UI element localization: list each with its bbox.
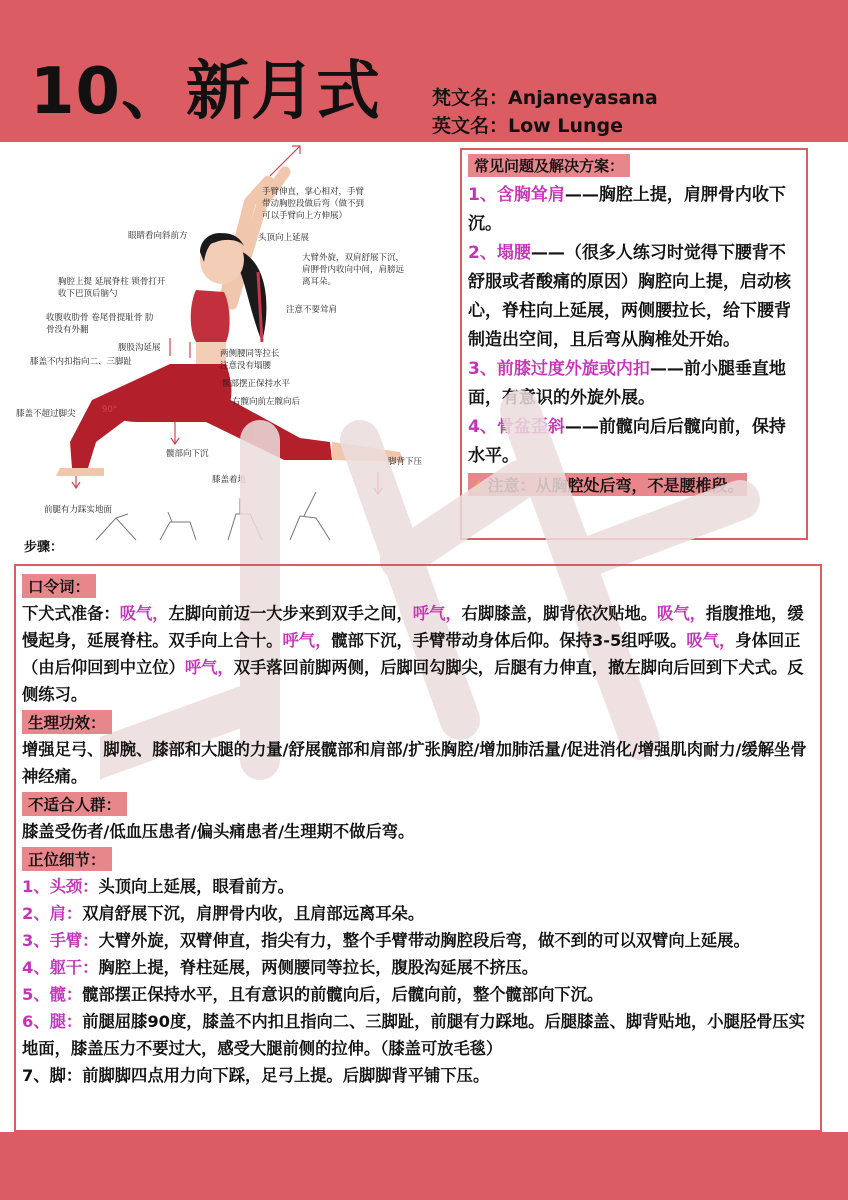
label-knee-over: 膝盖不超过脚尖 bbox=[16, 409, 76, 419]
alignment-key: 1、头颈： bbox=[22, 877, 99, 896]
alignment-list bbox=[22, 873, 814, 1089]
page-title: 10、新月式 bbox=[30, 55, 382, 129]
english-name-row bbox=[432, 112, 658, 140]
unsuitable-text: 膝盖受伤者/低血压患者/偏头痛患者/生理期不做后弯。 bbox=[22, 822, 415, 841]
problem-key: 塌腰 bbox=[496, 243, 531, 263]
problem-text: （很多人练习时觉得下腰背不舒服或者酸痛的原因）胸腔向上提，启动核心，脊柱向上延展，两侧腰拉长，给下腰背制造出空间，且后弯从胸椎处开始。 bbox=[468, 243, 791, 350]
problem-key: 含胸耸肩 bbox=[496, 185, 565, 205]
alignment-text: 前腿屈膝90度，膝盖不内扣且指向二、三脚趾，前腿有力踩地。后腿膝盖、脚背贴地，小腿胫骨压实地面，膝盖压力不要过大，感受大腿前侧的拉伸。（膝盖可放毛毯） bbox=[22, 1012, 805, 1058]
problem-sep: —— bbox=[530, 243, 565, 263]
alignment-key: 7、脚： bbox=[22, 1066, 83, 1085]
alignment-item bbox=[22, 873, 814, 900]
problem-item-2 bbox=[468, 239, 798, 355]
cues-tag: 口令词： bbox=[22, 574, 96, 598]
label-ribs: 收腹收肋骨 卷尾骨提耻骨 肋 骨没有外翻 bbox=[46, 313, 154, 335]
sanskrit-name: Anjaneyasana bbox=[508, 87, 658, 109]
breath-cue: 呼气， bbox=[412, 604, 462, 623]
problem-text: 胸腔上提，肩胛骨内收下沉。 bbox=[468, 185, 786, 234]
label-hips-level: 髋部摆正保持水平 bbox=[222, 379, 291, 389]
alignment-text: 髋部摆正保持水平，且有意识的前髋向后，后髋向前，整个髋部向下沉。 bbox=[82, 985, 604, 1004]
label-shoulders: 大臂外旋，双肩舒展下沉， 肩胛骨内收向中间，肩膀远 离耳朵。 bbox=[302, 253, 405, 287]
cue-text: 指腹推地，缓慢起身，延展脊柱。双手向上合十。 bbox=[22, 604, 804, 650]
problem-sep: —— bbox=[649, 359, 684, 379]
breath-cue: 呼气， bbox=[184, 658, 234, 677]
cue-text: 身体回正（由后仰回到中立位） bbox=[22, 631, 801, 677]
label-waist: 两侧腰同等拉长 注意没有塌腰 bbox=[220, 349, 280, 371]
problem-item-1 bbox=[468, 181, 798, 239]
problem-sep: —— bbox=[564, 185, 599, 205]
alignment-key: 6、腿： bbox=[22, 1012, 83, 1031]
breath-cue: 吸气， bbox=[657, 604, 706, 623]
problem-key: 1、 bbox=[468, 185, 497, 205]
alignment-text: 前脚脚四点用力向下踩，足弓上提。后脚脚背平铺下压。 bbox=[82, 1066, 490, 1085]
problem-text: 前小腿垂直地面，有意识的外旋外展。 bbox=[468, 359, 786, 408]
breath-cue: 吸气， bbox=[119, 604, 169, 623]
problem-note-text: 注意：从胸腔处后弯，不是腰椎段。 bbox=[487, 476, 744, 495]
problems-box bbox=[460, 148, 808, 540]
label-eyes: 眼睛看向斜前方 bbox=[128, 231, 188, 241]
label-arms: 手臂伸直，掌心相对，手臂 带动胸腔段做后弯（做不到 可以手臂向上方伸展） bbox=[262, 187, 365, 221]
label-groin: 腹股沟延展 bbox=[118, 343, 161, 353]
cue-text: 右脚膝盖，脚背依次贴地。 bbox=[461, 604, 658, 623]
cue-text: 左脚向前迈一大步来到双手之间， bbox=[168, 604, 413, 623]
alignment-text: 头顶向上延展，眼看前方。 bbox=[98, 877, 294, 896]
footer-band bbox=[0, 1132, 848, 1200]
label-chest: 胸腔上提 延展脊柱 锁骨打开 收下巴顶后脑勺 bbox=[58, 277, 166, 299]
cue-text: 双手落回前脚两侧，后脚回勾脚尖，后腿有力伸直，撤左脚向后回到下犬式。反侧练习。 bbox=[22, 658, 804, 704]
breath-cue: 呼气， bbox=[282, 631, 332, 650]
warning-icon: ⚠ bbox=[472, 477, 486, 495]
alignment-key: 3、手臂： bbox=[22, 931, 99, 950]
alignment-text: 胸腔上提，脊柱延展，两侧腰同等拉长，腹股沟延展不挤压。 bbox=[98, 958, 539, 977]
alignment-item bbox=[22, 954, 814, 981]
label-hips-rotate: 右髋向前左髋向后 bbox=[232, 397, 301, 407]
problem-key: 2、 bbox=[468, 243, 497, 263]
problem-key: 前膝过度外旋或内扣 bbox=[496, 359, 650, 379]
alignment-key: 5、髋： bbox=[22, 985, 83, 1004]
english-name: Low Lunge bbox=[508, 115, 623, 137]
step-figures bbox=[96, 492, 330, 540]
problem-text: 前髋向后后髋向前，保持水平。 bbox=[468, 417, 786, 466]
cue-text: 髋部下沉，手臂带动身体后仰。保持3-5组呼吸。 bbox=[331, 631, 687, 650]
pose-figure-area bbox=[0, 142, 460, 562]
label-knee-in: 膝盖不内扣指向二、三脚趾 bbox=[30, 357, 133, 367]
alignment-text: 大臂外旋，双臂伸直，指尖有力，整个手臂带动胸腔段后弯，做不到的可以双臂向上延展。 bbox=[98, 931, 750, 950]
problem-sep: —— bbox=[564, 417, 599, 437]
cues-paragraph bbox=[22, 600, 814, 708]
label-angle: 90° bbox=[102, 405, 118, 415]
label-foot-press: 脚背下压 bbox=[388, 457, 423, 467]
content-box bbox=[14, 564, 822, 1132]
alignment-item bbox=[22, 1062, 814, 1089]
alignment-item bbox=[22, 900, 814, 927]
problem-key: 3、 bbox=[468, 359, 497, 379]
alignment-text: 双肩舒展下沉，肩胛骨内收，且肩部远离耳朵。 bbox=[82, 904, 425, 923]
label-front-leg: 前腿有力踩实地面 bbox=[44, 505, 113, 515]
benefits-text: 增强足弓、脚腕、膝部和大腿的力量/舒展髋部和肩部/扩张胸腔/增加肺活量/促进消化/增强肌肉耐力/缓解坐骨神经痛。 bbox=[22, 740, 807, 786]
breath-cue: 吸气， bbox=[686, 631, 736, 650]
problem-note bbox=[468, 473, 747, 496]
alignment-item bbox=[22, 927, 814, 954]
alignment-item bbox=[22, 981, 814, 1008]
label-no-shrug: 注意不要耸肩 bbox=[286, 305, 338, 315]
sports-bra bbox=[191, 290, 230, 342]
problem-key: 骨盆歪斜 bbox=[496, 417, 565, 437]
problem-key: 4、 bbox=[468, 417, 497, 437]
label-head: 头顶向上延展 bbox=[258, 233, 310, 243]
front-foot bbox=[56, 468, 104, 476]
sanskrit-label: 梵文名： bbox=[432, 87, 509, 109]
alignment-tag: 正位细节： bbox=[22, 847, 112, 871]
alignment-key: 2、肩： bbox=[22, 904, 83, 923]
name-block bbox=[432, 84, 658, 140]
label-knee-ground: 膝盖着地 bbox=[212, 475, 247, 485]
problem-item-4 bbox=[468, 413, 798, 471]
benefits-tag: 生理功效： bbox=[22, 710, 112, 734]
steps-label: 步骤： bbox=[24, 540, 64, 555]
alignment-item bbox=[22, 1008, 814, 1062]
unsuitable-tag: 不适合人群： bbox=[22, 792, 127, 816]
english-label: 英文名： bbox=[432, 115, 509, 137]
problem-item-3 bbox=[468, 355, 798, 413]
problems-title: 常见问题及解决方案： bbox=[468, 154, 630, 177]
sanskrit-name-row bbox=[432, 84, 658, 112]
label-hips-down: 髋部向下沉 bbox=[166, 449, 209, 459]
cue-text: 下犬式准备： bbox=[22, 604, 120, 623]
alignment-key: 4、躯干： bbox=[22, 958, 99, 977]
